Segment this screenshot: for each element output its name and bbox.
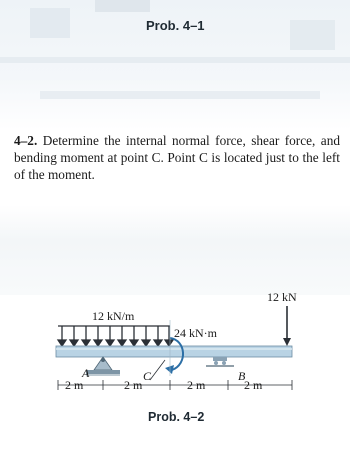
dimension-label-1: 2 m (65, 378, 84, 392)
distributed-load-arrows (58, 326, 173, 346)
previous-figure-area (0, 0, 350, 130)
point-a-label: A (82, 366, 90, 380)
problem-statement (14, 132, 340, 183)
figure-caption: Prob. 4–2 (148, 410, 205, 424)
point-c-label: C (143, 369, 152, 383)
roller-support-b (206, 357, 234, 366)
beam-diagram (0, 280, 350, 467)
moment-label: 24 kN·m (174, 326, 217, 340)
problem-number: 4–2. (14, 133, 38, 148)
problem-text: Determine the internal normal force, shear force, and bending moment at point C. Point C is located just to the left of the moment. (14, 133, 340, 182)
pin-support-a (86, 357, 120, 375)
beam (56, 346, 292, 357)
distributed-load-label: 12 kN/m (92, 309, 135, 323)
beam-figure (0, 280, 350, 467)
point-load-arrow (283, 306, 291, 346)
previous-figure-caption: Prob. 4–1 (146, 18, 205, 33)
dimension-label-3: 2 m (187, 378, 206, 392)
point-c-leader (150, 360, 165, 380)
point-b-label: B (238, 369, 246, 383)
point-load-label: 12 kN (267, 290, 297, 304)
dimension-label-2: 2 m (124, 378, 143, 392)
dimension-label-4: 2 m (244, 378, 263, 392)
